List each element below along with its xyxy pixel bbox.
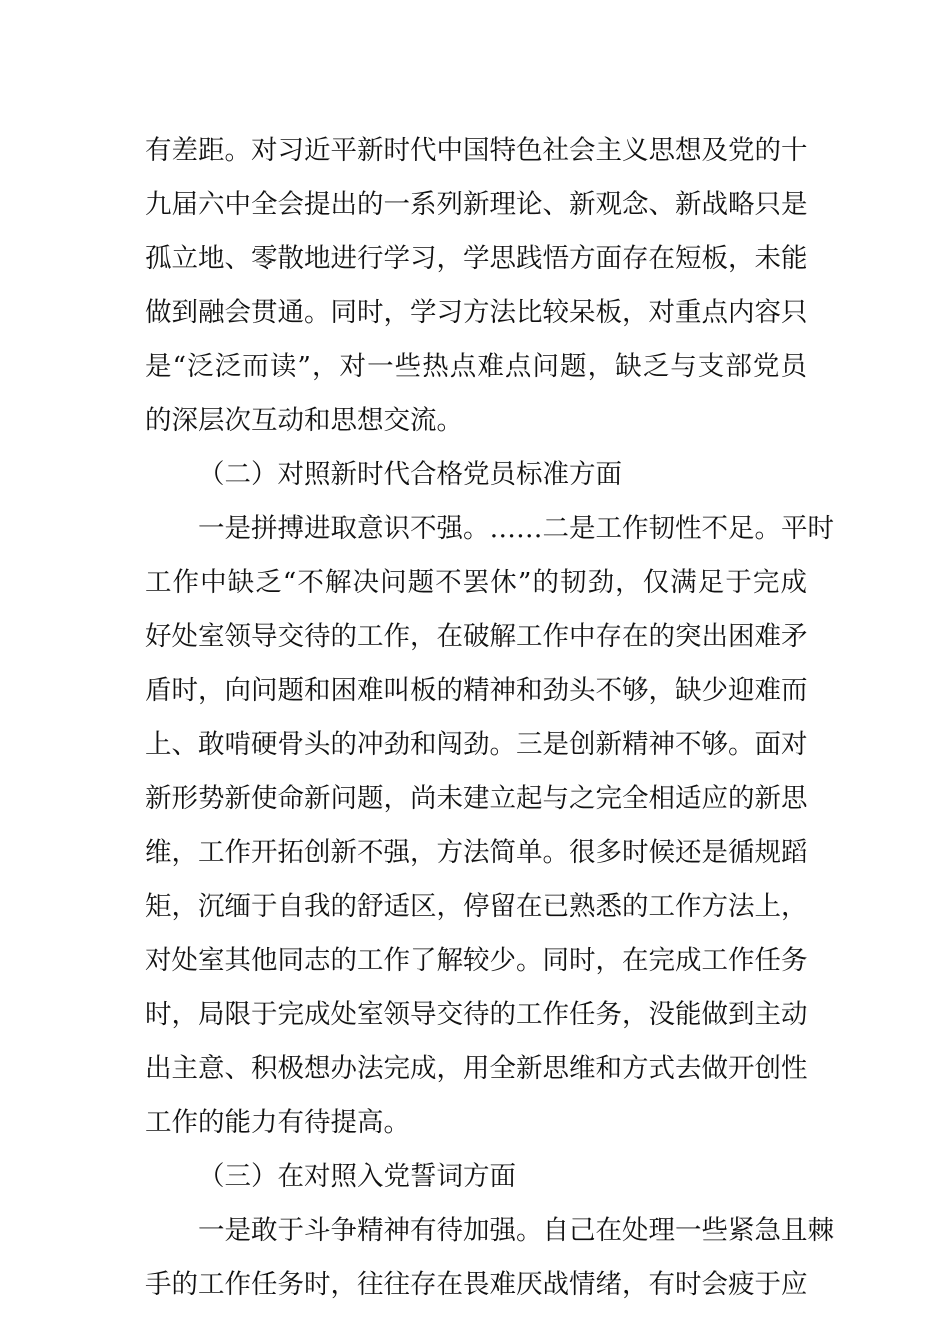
text-line: 上、敢啃硬骨头的冲劲和闯劲。三是创新精神不够。面对: [145, 729, 808, 760]
text-line: 有差距。对习近平新时代中国特色社会主义思想及党的十: [145, 135, 808, 166]
text-line: 好处室领导交待的工作，在破解工作中存在的突出困难矛: [145, 621, 808, 652]
document-body: [145, 124, 834, 1312]
text-line: 孤立地、零散地进行学习，学思践悟方面存在短板，未能: [145, 243, 808, 274]
text-line: 矩，沉缅于自我的舒适区，停留在已熟悉的工作方法上，: [145, 891, 808, 922]
text-line: 时，局限于完成处室领导交待的工作任务，没能做到主动: [145, 999, 808, 1030]
section-heading: （三）在对照入党誓词方面: [198, 1161, 516, 1192]
text-line: 维，工作开拓创新不强，方法简单。很多时候还是循规蹈: [145, 837, 808, 868]
text-line: 手的工作任务时，往往存在畏难厌战情绪，有时会疲于应: [145, 1269, 808, 1300]
paragraph-first-line: 一是敢于斗争精神有待加强。自己在处理一些紧急且棘: [198, 1215, 834, 1246]
text-line: 对处室其他同志的工作了解较少。同时，在完成工作任务: [145, 945, 808, 976]
text-line: 做到融会贯通。同时，学习方法比较呆板，对重点内容只: [145, 297, 808, 328]
text-line: 新形势新使命新问题，尚未建立起与之完全相适应的新思: [145, 783, 808, 814]
paragraph-first-line: 一是拼搏进取意识不强。……二是工作韧性不足。平时: [198, 513, 834, 544]
text-line: 的深层次互动和思想交流。: [145, 405, 463, 436]
text-line: 工作中缺乏“不解决问题不罢休”的韧劲，仅满足于完成: [145, 567, 807, 598]
section-heading: （二）对照新时代合格党员标准方面: [198, 459, 622, 490]
text-line: 工作的能力有待提高。: [145, 1107, 410, 1138]
text-line: 是“泛泛而读”，对一些热点难点问题，缺乏与支部党员: [145, 351, 807, 382]
text-line: 九届六中全会提出的一系列新理论、新观念、新战略只是: [145, 189, 808, 220]
text-line: 盾时，向问题和困难叫板的精神和劲头不够，缺少迎难而: [145, 675, 808, 706]
text-line: 出主意、积极想办法完成，用全新思维和方式去做开创性: [145, 1053, 808, 1084]
